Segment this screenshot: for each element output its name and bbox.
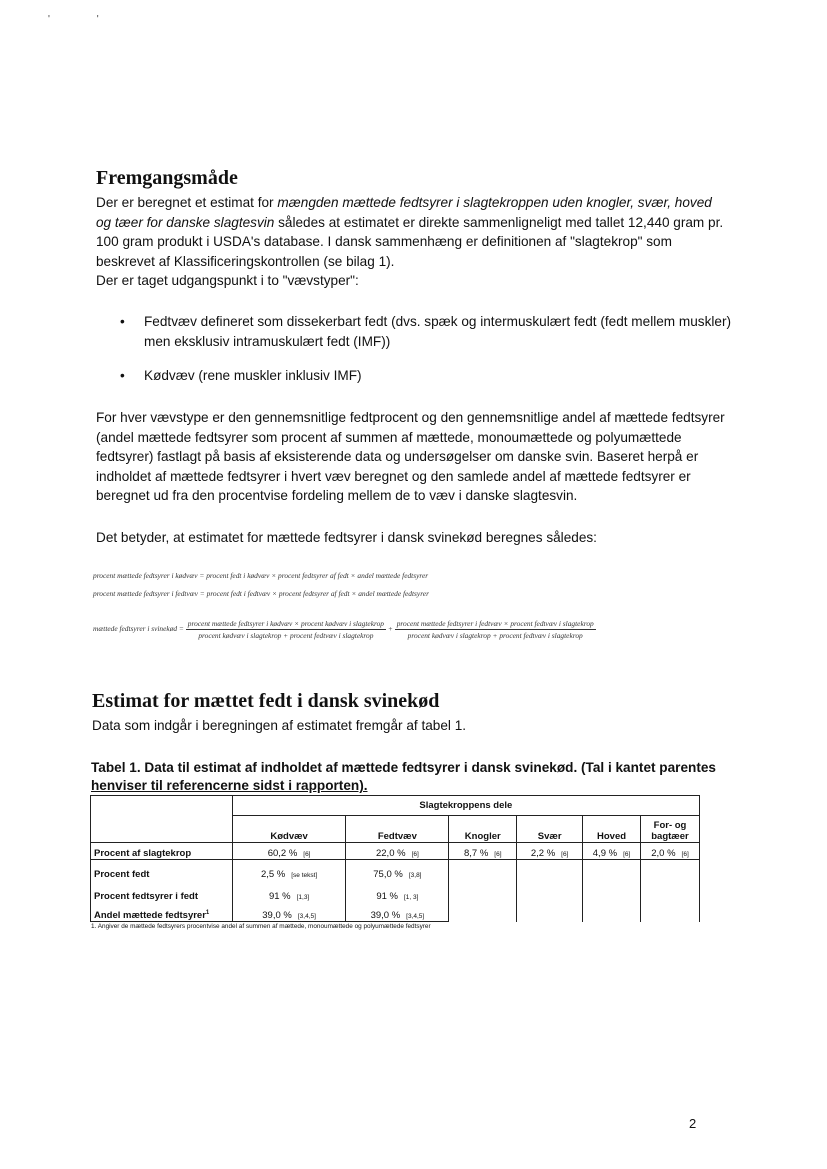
table-cell: [346, 860, 449, 880]
empty-cell: [641, 860, 700, 922]
cell-value: 91 %: [268, 890, 291, 902]
table-cell: [583, 843, 641, 860]
formula-fedtvaev: procent mættede fedtsyrer i fedtvæv = procent fedt i fedtvæv × procent fedtsyrer af fedt × andel mættede fedtsyrer: [93, 589, 429, 598]
paragraph-formula-intro: Det betyder, at estimatet for mættede fedtsyrer i dansk svinekød beregnes således:: [96, 530, 597, 545]
column-header-for-og-bagtaeer: [641, 816, 700, 843]
cell-ref: [6]: [303, 851, 311, 858]
cell-value: 75,0 %: [373, 868, 403, 880]
formula-fraction-2: [395, 619, 596, 640]
intro-text-italic: mængden mættede fedtsyrer i slagtekroppen uden knogler, svær, hoved og tæer for danske slagtesvin: [96, 195, 712, 230]
fraction-1-denominator: procent kødvæv i slagtekrop + procent fedtvæv i slagtekrop: [198, 631, 374, 640]
footnote-marker: 1: [205, 909, 210, 916]
table-caption: [91, 759, 721, 795]
empty-cell: [583, 860, 641, 922]
table-cell: [346, 880, 449, 902]
cell-ref: [6]: [411, 851, 419, 858]
row-label: Procent af slagtekrop: [91, 843, 233, 860]
bullet-item-koedvaev: [120, 366, 734, 386]
row-label: Procent fedt: [91, 860, 233, 880]
table-group-header-row: [91, 796, 700, 816]
empty-cell: [517, 860, 583, 922]
cell-ref: [3,4,5]: [406, 913, 425, 920]
column-header-koedvaev: Kødvæv: [232, 816, 346, 843]
column-header-line1: For- og: [653, 820, 687, 831]
caption-line2: henviser til referencerne sidst i rapporten).: [91, 778, 368, 793]
table-row: [91, 860, 700, 880]
heading-fremgangsmaade: Fremgangsmåde: [96, 167, 238, 189]
empty-cell: [449, 860, 517, 922]
cell-value: 39,0 %: [370, 910, 401, 921]
table-cell: [232, 880, 346, 902]
column-header-svaer: Svær: [517, 816, 583, 843]
row-label: Procent fedtsyrer i fedt: [91, 880, 233, 902]
cell-ref: [6]: [561, 851, 569, 858]
cell-value: 2,5 %: [260, 868, 286, 880]
row-label: [91, 902, 233, 922]
cell-ref: [6]: [681, 851, 689, 858]
scan-marks: ' ': [48, 14, 121, 25]
cell-ref: [6]: [623, 851, 631, 858]
cell-ref: [se tekst]: [291, 871, 318, 879]
bullet-dot: •: [120, 368, 125, 383]
intro-text-b: således at estimatet er direkte sammenligneligt med tallet 12,440 gram pr. 100 gram produkt i USDA's database. I dansk sammenhæng er definitionen af "slagtekrop" som beskrevet af Klassificeringskontrollen (se bilag 1).: [96, 214, 724, 269]
table-cell: [449, 843, 517, 860]
cell-ref: [1,3]: [296, 893, 310, 901]
fraction-2-denominator: procent kødvæv i slagtekrop + procent fedtvæv i slagtekrop: [407, 631, 583, 640]
intro-text-line2: Der er taget udgangspunkt i to "vævstyper":: [96, 273, 359, 288]
column-header-hoved: Hoved: [583, 816, 641, 843]
cell-ref: [1, 3]: [403, 893, 419, 901]
table-cell: [517, 843, 583, 860]
bullet-text: Kødvæv (rene muskler inklusiv IMF): [144, 368, 362, 383]
cell-ref: [6]: [494, 851, 502, 858]
fraction-2-numerator: procent mættede fedtsyrer i fedtvæv × procent fedtvæv i slagtekrop: [396, 619, 594, 628]
cell-value: 8,7 %: [463, 848, 489, 859]
column-header-line2: bagtæer: [651, 831, 689, 842]
table-cell: [641, 843, 700, 860]
table-cell: [232, 902, 346, 922]
table-column-header-row: [91, 816, 700, 843]
formula-lhs: mættede fedtsyrer i svinekød =: [93, 624, 184, 634]
cell-ref: [3,4,5]: [297, 913, 316, 920]
cell-value: 2,2 %: [530, 848, 556, 859]
cell-value: 91 %: [376, 890, 398, 902]
intro-text-a: Der er beregnet et estimat for: [96, 195, 278, 210]
table-cell: [232, 843, 346, 860]
paragraph-intro: [96, 193, 728, 291]
bullet-text: Fedtvæv defineret som dissekerbart fedt (dvs. spæk og intermuskulært fedt (fedt mellem muskler) men eksklusiv intramuskulært fedt (IMF)): [144, 314, 732, 349]
caption-line1: Tabel 1. Data til estimat af indholdet af mættede fedtsyrer i dansk svinekød. (Tal i kantet parentes: [91, 760, 716, 775]
table-footnote: 1. Angiver de mættede fedtsyrers procentvise andel af summen af mættede, monoumættede og polyumættede fedtsyrer: [91, 923, 431, 930]
table-cell: [232, 860, 346, 880]
table-corner-cell: [91, 796, 233, 816]
page-number: 2: [689, 1116, 697, 1131]
row-label-text: Andel mættede fedtsyrer: [94, 910, 206, 921]
table-corner-cell-lower: [91, 816, 233, 843]
paragraph-method: For hver vævstype er den gennemsnitlige fedtprocent og den gennemsnitlige andel af mættede fedtsyrer (andel mættede fedtsyrer som procent af summen af mættede, monoumættede og polyumættede fedtsyrer) fastlagt på basis af eksisterende data og undersøgelser om danske svin. Baseret herpå er indholdet af mættede fedtsyrer i hvert væv beregnet og den samlede andel af mættede fedtsyrer er beregnet ud fra den procentvise fordeling mellem de to væv i danske slagtesvin.: [96, 410, 725, 503]
cell-value: 4,9 %: [592, 848, 618, 859]
heading-estimat: Estimat for mættet fedt i dansk svinekød: [92, 690, 440, 712]
cell-value: 39,0 %: [262, 910, 292, 921]
table-cell: [346, 843, 449, 860]
table-row: [91, 843, 700, 860]
formula-koedvaev: procent mættede fedtsyrer i kødvæv = procent fedt i kødvæv × procent fedtsyrer af fedt × andel mættede fedtsyrer: [93, 571, 429, 580]
paragraph-table-intro: Data som indgår i beregningen af estimatet fremgår af tabel 1.: [92, 718, 467, 733]
table-group-header: Slagtekroppens dele: [232, 796, 699, 816]
data-table: [90, 795, 700, 922]
column-header-knogler: Knogler: [449, 816, 517, 843]
column-header-fedtvaev: Fedtvæv: [346, 816, 449, 843]
fraction-1-numerator: procent mættede fedtsyrer i kødvæv × procent kødvæv i slagtekrop: [187, 619, 384, 628]
cell-ref: [3,8]: [408, 871, 422, 879]
formula-fraction-1: [186, 619, 386, 640]
formula-plus: +: [387, 624, 393, 634]
formula-total: [93, 619, 596, 640]
bullet-item-fedtvaev: [120, 312, 734, 351]
cell-value: 2,0 %: [651, 848, 676, 859]
cell-value: 22,0 %: [375, 848, 406, 859]
bullet-dot: •: [120, 314, 125, 329]
cell-value: 60,2 %: [267, 848, 298, 859]
table-cell: [346, 902, 449, 922]
